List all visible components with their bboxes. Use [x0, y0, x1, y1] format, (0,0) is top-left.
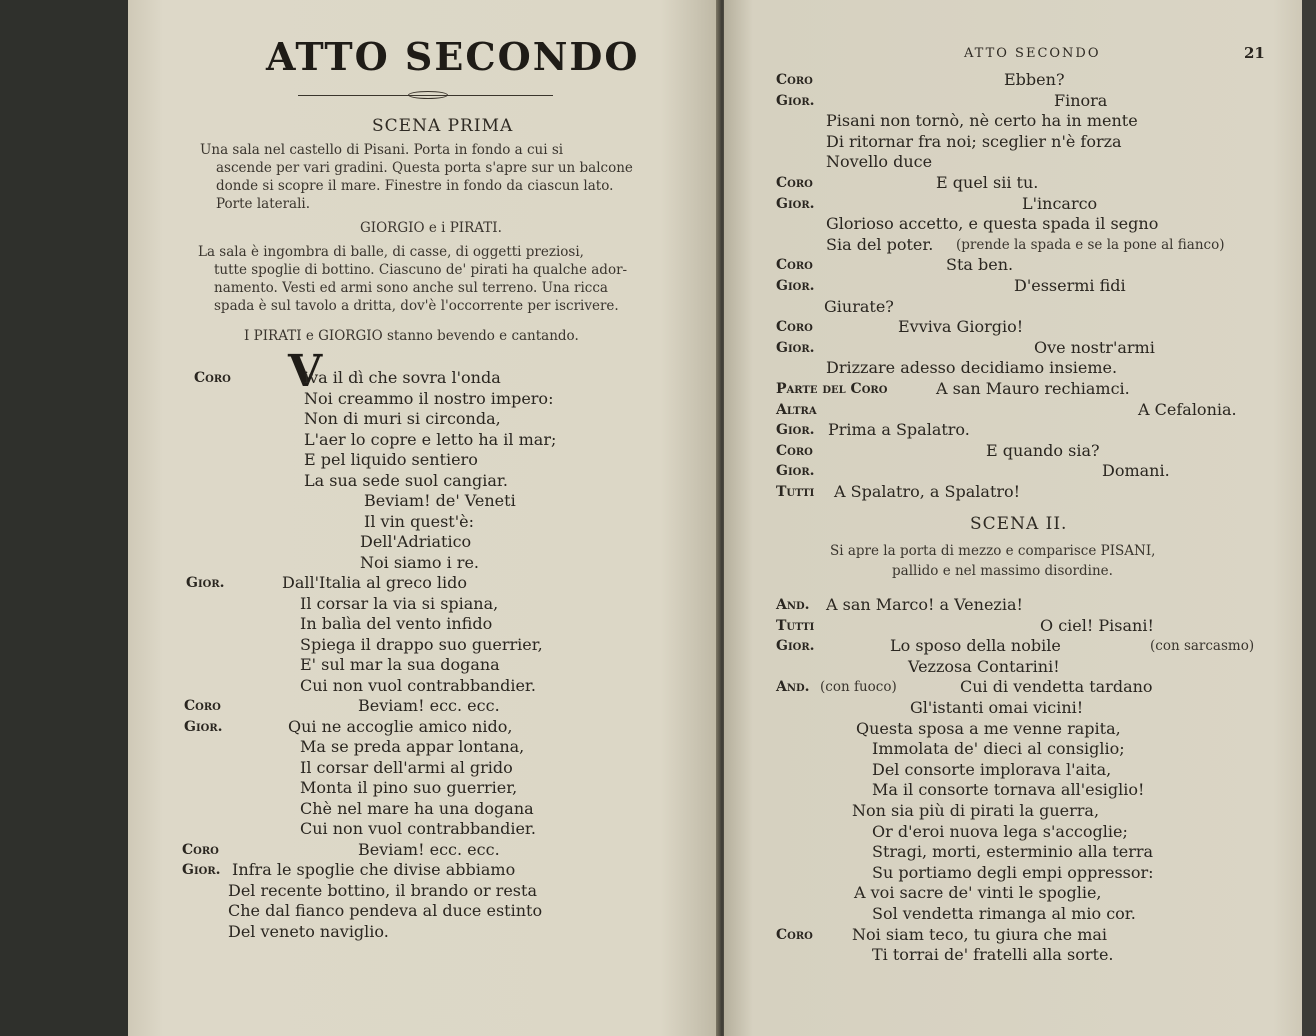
book-edge-right [1302, 0, 1316, 1036]
verse-line: Sol vendetta rimanga al mio cor. [872, 904, 1136, 923]
verse-line: Cui non vuol contrabbandier. [300, 819, 536, 838]
verse-line: Drizzare adesso decidiamo insieme. [826, 358, 1118, 378]
verse-line: Infra le spoglie che divise abbiamo [232, 860, 516, 879]
verse-line: Stragi, morti, esterminio alla terra [872, 842, 1154, 862]
stage-line: Si apre la porta di mezzo e comparisce PISANI, [830, 543, 1156, 559]
verse-line: Dall'Italia al greco lido [282, 573, 468, 592]
verse-line: Sia del poter. [826, 234, 934, 254]
speaker-label: Tutti [776, 484, 815, 500]
verse-line: Su portiamo degli empi oppressor: [872, 862, 1154, 882]
verse-line: Ma il consorte tornava all'esiglio! [872, 780, 1145, 800]
verse-line: A Cefalonia. [1138, 399, 1237, 419]
verse-line: Monta il pino suo guerrier, [300, 778, 518, 797]
setting-line: donde si scopre il mare. Finestre in fondo da ciascun lato. [216, 178, 614, 194]
speaker-label: Gior. [186, 575, 225, 591]
verse-line: Cui non vuol contrabbandier. [300, 675, 536, 695]
setting-line: Porte laterali. [216, 196, 311, 212]
stage-line: spada è sul tavolo a dritta, dov'è l'occorrente per iscrivere. [214, 298, 619, 314]
verse-line: Prima a Spalatro. [828, 420, 970, 440]
verse-line: E quel sii tu. [936, 173, 1039, 192]
title-ornament [408, 91, 448, 99]
speaker-label: Gior. [776, 278, 815, 294]
speaker-label: Gior. [776, 339, 815, 356]
verse-line: Noi siam teco, tu giura che mai [852, 924, 1108, 944]
verse-line: Lo sposo della nobile [890, 636, 1061, 656]
speaker-label: Coro [776, 926, 813, 943]
speaker-label: Coro [184, 698, 221, 714]
verse-line: Il corsar la via si spiana, [300, 593, 499, 613]
verse-line: iva il dì che sovra l'onda [304, 368, 501, 387]
speaker-label: And. [776, 679, 810, 696]
verse-line: Ti torrai de' fratelli alla sorte. [872, 945, 1114, 965]
speaker-label: Gior. [776, 638, 815, 655]
verse-line: Novello duce [826, 152, 933, 172]
verse-line: Qui ne accoglie amico nido, [288, 716, 513, 736]
left-page [128, 0, 720, 1036]
verse-line: Il vin quest'è: [364, 511, 474, 531]
scene-title: SCENA PRIMA [372, 116, 514, 136]
verse-line: A voi sacre de' vinti le spoglie, [854, 883, 1102, 903]
speaker-label: Tutti [776, 617, 815, 634]
stage-line: La sala è ingombra di balle, di casse, di oggetti preziosi, [198, 244, 584, 260]
speaker-label: Gior. [184, 718, 223, 735]
stage-note: (con sarcasmo) [1150, 638, 1255, 655]
verse-line: Glorioso accetto, e questa spada il segno [826, 214, 1159, 234]
verse-line: Ma se preda appar lontana, [300, 737, 525, 756]
act-title: ATTO SECONDO [266, 34, 640, 79]
verse-line: In balìa del vento infido [300, 614, 493, 633]
verse-line: Questa sposa a me venne rapita, [856, 718, 1121, 738]
verse-line: Evviva Giorgio! [898, 317, 1024, 337]
setting-line: Una sala nel castello di Pisani. Porta in fondo a cui si [200, 142, 564, 158]
page-number: 21 [1244, 44, 1265, 62]
speaker-label: And. [776, 597, 810, 613]
verse-line: Dell'Adriatico [360, 532, 472, 551]
verse-line: Del recente bottino, il brando or resta [228, 880, 537, 900]
verse-line: Giurate? [824, 296, 894, 316]
verse-line: Or d'eroi nuova lega s'accoglie; [872, 821, 1128, 841]
speaker-label: Coro [776, 319, 813, 336]
speaker-label: Gior. [776, 422, 815, 439]
book-edge-left [0, 0, 128, 1036]
verse-line: Chè nel mare ha una dogana [300, 798, 534, 818]
stage-note: (prende la spada e se la pone al fianco) [956, 236, 1225, 253]
verse-line: Non di muri si circonda, [304, 409, 501, 428]
verse-line: Beviam! de' Veneti [364, 491, 516, 510]
verse-line: E pel liquido sentiero [304, 450, 478, 469]
speaker-label: Gior. [776, 463, 815, 480]
speaker-label: Coro [194, 370, 231, 386]
speaker-label: Coro [776, 175, 813, 191]
characters-list: GIORGIO e i PIRATI. [360, 220, 502, 236]
speaker-label: Parte del Coro [776, 381, 888, 397]
verse-line: Non sia più di pirati la guerra, [852, 801, 1100, 820]
action-direction: I PIRATI e GIORGIO stanno bevendo e cantando. [244, 328, 579, 344]
verse-line: D'essermi fidi [1014, 276, 1126, 295]
verse-line: Beviam! ecc. ecc. [358, 696, 500, 715]
verse-line: E quando sia? [986, 440, 1100, 460]
stage-line: tutte spoglie di bottino. Ciascuno de' pirati ha qualche ador- [214, 262, 628, 278]
speaker-label: Altra [776, 401, 817, 418]
verse-line: Del veneto naviglio. [228, 921, 389, 941]
scene-title: SCENA II. [970, 514, 1068, 534]
verse-line: La sua sede suol cangiar. [304, 470, 508, 490]
verse-line: Che dal fianco pendeva al duce estinto [228, 901, 543, 920]
verse-line: A Spalatro, a Spalatro! [834, 482, 1021, 501]
dropcap-letter: V [288, 346, 323, 397]
verse-line: Noi creammo il nostro impero: [304, 388, 554, 408]
verse-line: Finora [1054, 90, 1108, 110]
speaker-label: Coro [776, 257, 813, 274]
verse-line: L'incarco [1022, 193, 1098, 213]
verse-line: Vezzosa Contarini! [908, 656, 1060, 676]
speaker-label: Coro [776, 72, 813, 88]
verse-line: A san Marco! a Venezia! [826, 595, 1023, 614]
running-head: ATTO SECONDO [964, 46, 1101, 61]
verse-line: Immolata de' dieci al consiglio; [872, 739, 1125, 759]
verse-line: L'aer lo copre e letto ha il mar; [304, 429, 557, 449]
speaker-label: Gior. [776, 195, 815, 212]
verse-line: Il corsar dell'armi al grido [300, 757, 513, 777]
speaker-label: Coro [776, 442, 813, 459]
speaker-label: Coro [182, 841, 219, 858]
verse-line: Sta ben. [946, 255, 1014, 275]
stage-line: pallido e nel massimo disordine. [892, 563, 1113, 579]
verse-line: Beviam! ecc. ecc. [358, 839, 500, 859]
verse-line: E' sul mar la sua dogana [300, 655, 500, 674]
speaker-label: Gior. [182, 862, 221, 878]
verse-line: Ebben? [1004, 70, 1065, 89]
verse-line: Di ritornar fra noi; sceglier n'è forza [826, 131, 1122, 151]
setting-line: ascende per vari gradini. Questa porta s'apre sur un balcone [216, 160, 633, 176]
verse-line: Domani. [1102, 461, 1170, 481]
verse-line: Gl'istanti omai vicini! [910, 698, 1084, 717]
verse-line: A san Mauro rechiamci. [936, 379, 1130, 398]
verse-line: Del consorte implorava l'aita, [872, 759, 1112, 779]
verse-line: Noi siamo i re. [360, 552, 479, 572]
right-page [724, 0, 1302, 1036]
verse-line: Cui di vendetta tardano [960, 677, 1153, 697]
stage-note: (con fuoco) [820, 679, 897, 696]
verse-line: Pisani non tornò, nè certo ha in mente [826, 111, 1138, 131]
verse-line: O ciel! Pisani! [1040, 615, 1154, 635]
verse-line: Ove nostr'armi [1034, 337, 1155, 357]
stage-line: namento. Vesti ed armi sono anche sul terreno. Una ricca [214, 280, 608, 296]
verse-line: Spiega il drappo suo guerrier, [300, 634, 543, 654]
speaker-label: Gior. [776, 92, 815, 109]
